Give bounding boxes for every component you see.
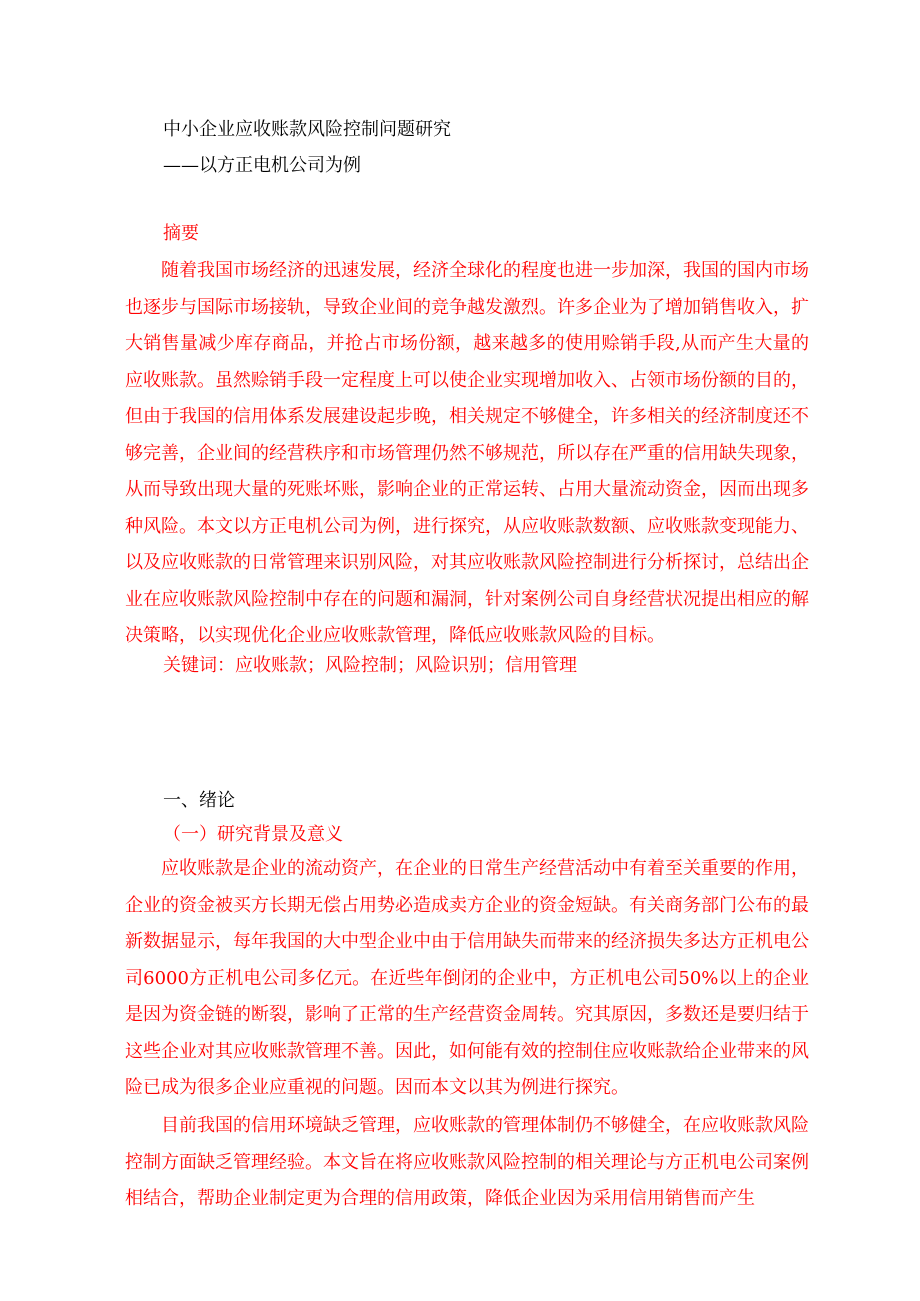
subsection-heading-background: （一）研究背景及意义 bbox=[163, 824, 343, 845]
body-paragraph-2: 目前我国的信用环境缺乏管理，应收账款的管理体制仍不够健全，在应收账款风险控制方面缺乏管理经验。本文旨在将应收账款风险控制的相关理论与方正机电公司案例相结合，帮助企业制定更为合理的信用政策，降低企业因为采用信用销售而产生 bbox=[125, 1115, 809, 1209]
abstract-heading: 摘要 bbox=[163, 223, 199, 244]
abstract-paragraph: 随着我国市场经济的迅速发展，经济全球化的程度也进一步加深，我国的国内市场也逐步与国际市场接轨，导致企业间的竞争越发激烈。许多企业为了增加销售收入，扩大销售量减少库存商品，并抢占市场份额，越来越多的使用赊销手段,从而产生大量的应收账款。虽然赊销手段一定程度上可以使企业实现增加收入、占领市场份额的目的，但由于我国的信用体系发展建设起步晚，相关规定不够健全，许多相关的经济制度还不够完善，企业间的经营秩序和市场管理仍然不够规范，所以存在严重的信用缺失现象，从而导致出现大量的死账坏账，影响企业的正常运转、占用大量流动资金，因而出现多种风险。本文以方正电机公司为例，进行探究，从应收账款数额、应收账款变现能力、以及应收账款的日常管理来识别风险，对其应收账款风险控制进行分析探讨，总结出企业在应收账款风险控制中存在的问题和漏洞，针对案例公司自身经营状况提出相应的解决策略，以实现优化企业应收账款管理，降低应收账款风险的目标。 bbox=[125, 260, 809, 646]
document-subtitle: ——以方正电机公司为例 bbox=[163, 155, 361, 176]
keywords-line: 关键词：应收账款；风险控制；风险识别；信用管理 bbox=[163, 655, 577, 676]
section-heading-introduction: 一、绪论 bbox=[163, 790, 235, 811]
body-paragraph-1: 应收账款是企业的流动资产，在企业的日常生产经营活动中有着至关重要的作用，企业的资金被买方长期无偿占用势必造成卖方企业的资金短缺。有关商务部门公布的最新数据显示，每年我国的大中型企业中由于信用缺失而带来的经济损失多达方正机电公司6000方正机电公司多亿元。在近些年倒闭的企业中，方正机电公司50%以上的企业是因为资金链的断裂，影响了正常的生产经营资金周转。究其原因，多数还是要归结于这些企业对其应收账款管理不善。因此，如何能有效的控制住应收账款给企业带来的风险已成为很多企业应重视的问题。因而本文以其为例进行探究。 bbox=[125, 858, 809, 1098]
document-title: 中小企业应收账款风险控制问题研究 bbox=[163, 119, 451, 140]
